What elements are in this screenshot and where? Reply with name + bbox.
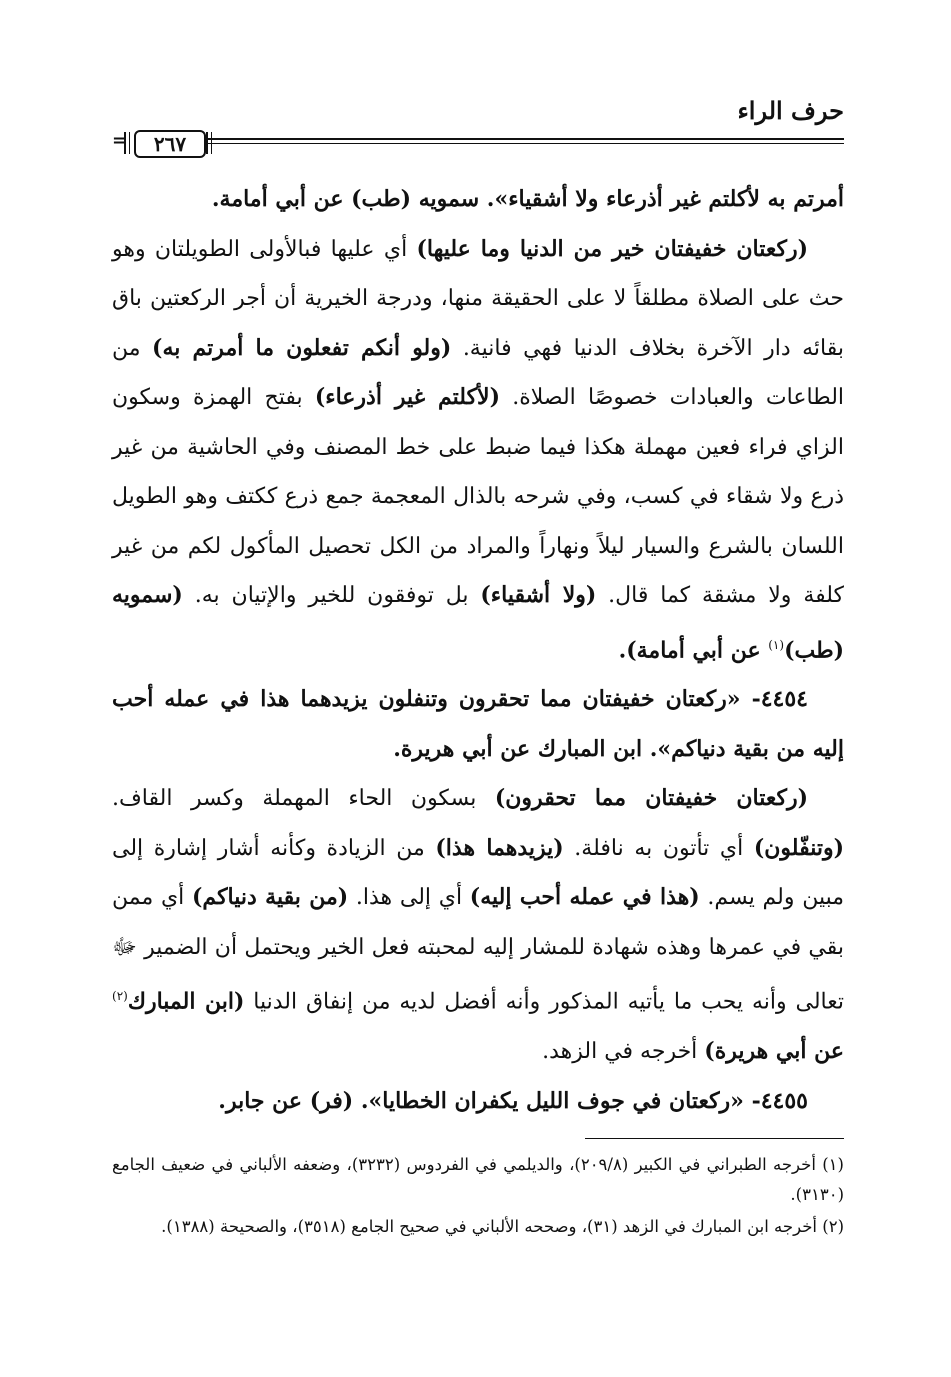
hadith-entry: ٤٤٥٤- «ركعتان خفيفتان مما تحقرون وتنفلون يزيدهما هذا في عمله أحب إليه من بقية دنياكم». ابن المبارك عن أبي هريرة. [112,686,844,762]
quoted-term: (وتنفّلون) [753,834,844,861]
quoted-term: (هذا في عمله أحب إليه) [469,884,700,911]
commentary: أي ممن بقي في عمرها وهذه شهادة للمشار إليه لمحبته فعل الخير ويحتمل أن الضمير ﷻ تعالى وأنه يحب ما يأتيه المذكور وأنه أفضل لديه من إنفاق الدنيا [112,885,844,1015]
commentary: بسكون الحاء المهملة وكسر القاف. [112,786,495,812]
quoted-term: (سمويه (طب) [112,582,844,663]
quoted-term: (ركعتان خفيفتان خير من الدنيا وما عليها) [416,235,808,262]
paragraph [112,774,844,1076]
footnote-divider [585,1138,844,1139]
page-number: ٢٦٧ [134,130,206,158]
commentary: أي عليها فبالأولى الطويلتان وهو حث على الصلاة مطلقاً لا على الحقيقة منها، ودرجة الخيرية أن أجر الركعتين باق بقائه دار الآخرة بخلاف الدنيا فهي فانية. [112,236,845,361]
quoted-term: (ولو أنكم تفعلون ما أمرتم به) [152,334,452,361]
quoted-term: (من بقية دنياكم) [192,884,349,911]
chapter-title: حرف الراء [737,96,844,125]
commentary: من الزيادة وكأنه أشار إشارة إلى مبين ولم يسم. [112,835,845,911]
main-text [112,175,844,1126]
divider [208,143,844,144]
footnotes [112,1150,844,1244]
quoted-term: (ولا أشقياء) [480,582,597,608]
commentary: أي إلى هذا. [348,885,470,911]
commentary: أي تأتون به نافلة. [563,835,754,861]
footnote-ref: (١) [768,637,785,652]
paragraph [112,1077,844,1127]
commentary: بل توفقون للخير والإتيان به. [182,583,481,608]
quoted-term: (يزيدهما هذا) [435,834,564,861]
divider [208,138,844,140]
footnote: (٢) أخرجه ابن المبارك في الزهد (٣١)، وصححه الألباني في صحيح الجامع (٣٥١٨)، والصحيحة (١٣٨٨). [161,1217,844,1236]
commentary: من الطاعات والعبادات خصوصًا الصلاة. [112,335,845,410]
paragraph [112,175,844,225]
quoted-term: (ركعتان خفيفتان مما تحقرون) [494,785,809,812]
commentary: بفتح الهمزة وسكون الزاي فراء فعين مهملة هكذا فيما ضبط على خط المصنف وفي الحاشية من غير ذرع ولا شقاء في كسب، وفي شرحه بالذال المعجمة جمع ذرع ككتف وهو الطويل اللسان بالشرع والسيار ليلاً ونهاراً والمراد من الكل تحصيل المأكول لكم من غير كلفة ولا مشقة كما قال. [112,385,844,608]
header-rule [112,130,844,156]
quoted-term: عن أبي أمامة). [618,636,769,663]
hadith-tail: أمرتم به لأكلتم غير أذرعاء ولا أشقياء». سمويه (طب) عن أبي أمامة. [211,186,844,212]
footnote: (١) أخرجه الطبراني في الكبير (٢٠٩/٨)، والديلمي في الفردوس (٣٢٣٢)، وضعفه الألباني في ضعيف الجامع (٣١٣٠). [112,1155,844,1204]
footnote-ref: (٢) [112,989,128,1004]
ornament: = [112,130,128,151]
page-header [112,96,844,156]
paragraph [112,225,844,676]
quoted-term: (لأكلتم غير أذرعاء) [314,384,501,410]
quoted-term: عن أبي هريرة) [704,1038,844,1065]
commentary: أخرجه في الزهد. [542,1039,705,1065]
ornament-bar [124,132,130,154]
hadith-entry: ٤٤٥٥- «ركعتان في جوف الليل يكفران الخطايا». (فر) عن جابر. [218,1087,808,1114]
paragraph [112,675,844,774]
quoted-term: (ابن المبارك [127,988,245,1015]
